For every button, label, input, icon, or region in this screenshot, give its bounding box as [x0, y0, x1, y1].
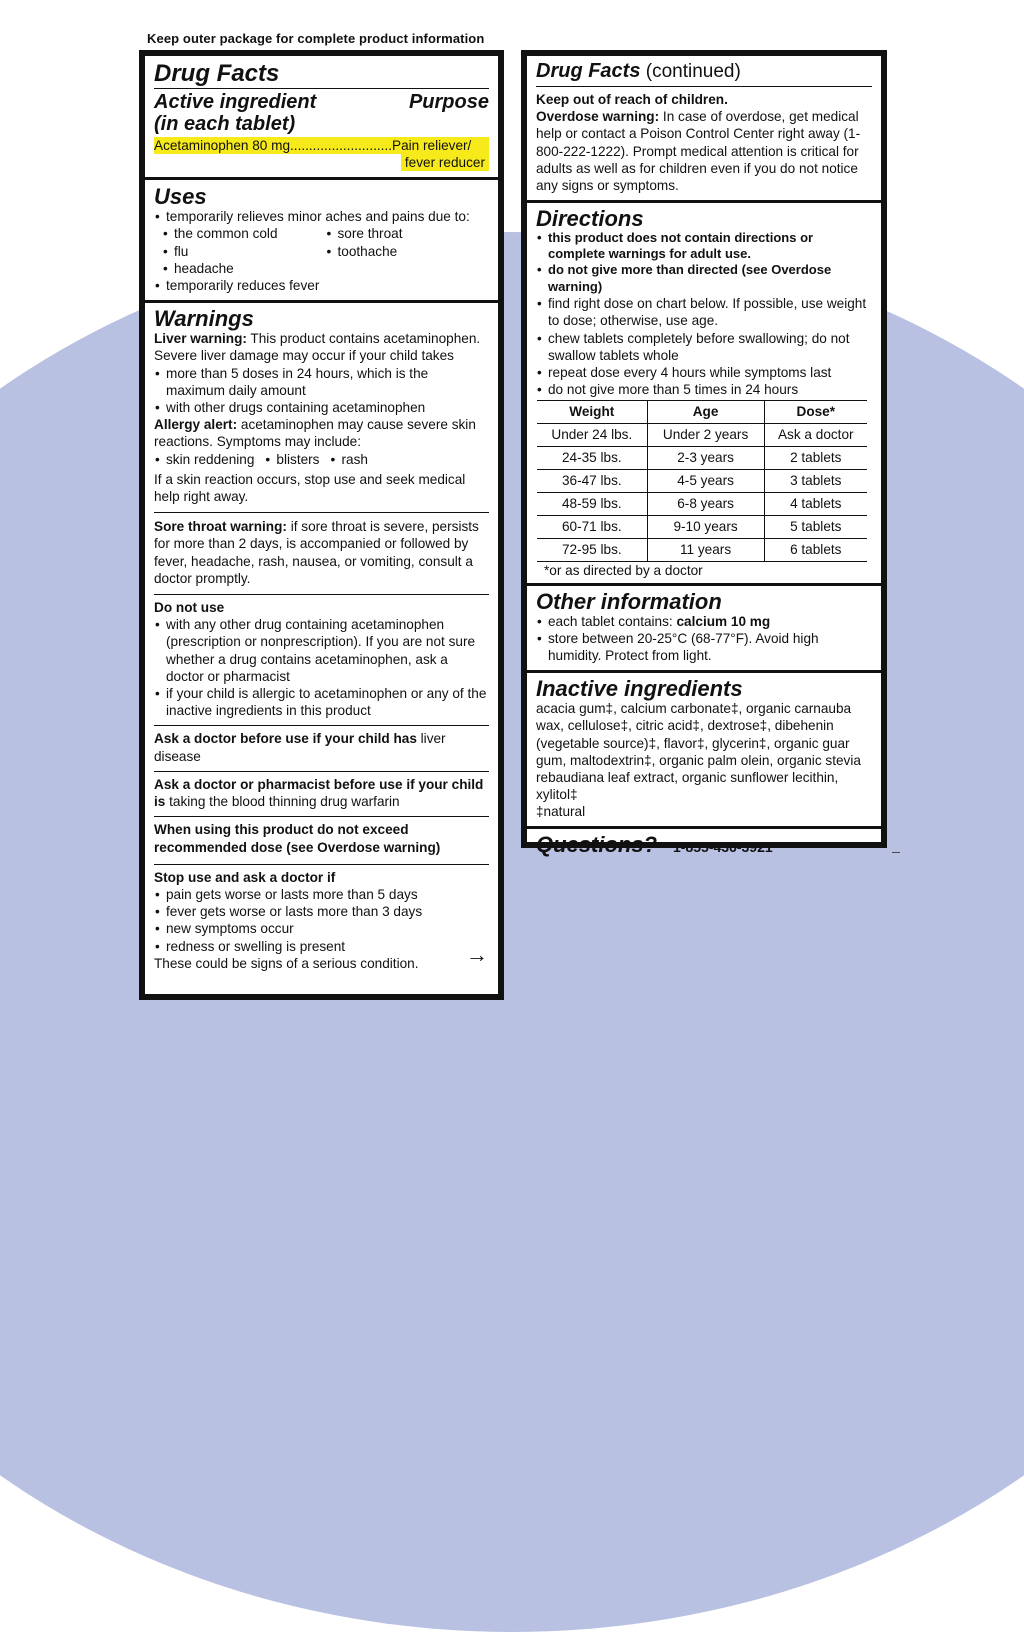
questions-phone: 1-855-436-3921	[673, 838, 773, 855]
table-cell: 36-47 lbs.	[537, 470, 647, 493]
active-ingredient-section	[145, 56, 498, 180]
do-not-use-item: • with any other drug containing acetaminophen (prescription or nonprescription). If you are not sure whether a drug contains acetaminophen, ask a doctor or pharmacist	[154, 616, 489, 685]
table-cell: 2 tablets	[764, 447, 867, 470]
keep-out-section	[527, 56, 881, 203]
table-header: Age	[647, 401, 764, 424]
liver-item: • with other drugs containing acetaminophen	[154, 399, 489, 416]
uses-sub-item: • headache	[162, 260, 326, 277]
uses-sub-item: • flu	[162, 243, 326, 260]
table-cell: 11 years	[647, 539, 764, 562]
drug-facts-title: Drug Facts	[154, 60, 489, 89]
when-using-text: When using this product do not exceed recommended dose (see Overdose warning)	[154, 816, 489, 855]
uses-heading: Uses	[154, 184, 207, 210]
stop-use-item: • new symptoms occur	[154, 920, 489, 937]
ask-doctor-text: liver disease	[154, 731, 446, 764]
directions-item: • chew tablets completely before swallowing; do not swallow tablets whole	[536, 330, 872, 364]
do-not-use-heading: Do not use	[154, 600, 225, 616]
allergy-item: • rash	[329, 451, 367, 468]
uses-sub-item: • sore throat	[326, 225, 490, 242]
table-row	[537, 470, 867, 493]
table-cell: Under 2 years	[647, 424, 764, 447]
uses-section	[145, 180, 498, 303]
table-cell: Ask a doctor	[764, 424, 867, 447]
liver-warning-text: This product contains acetaminophen. Severe liver damage may occur if your child takes	[154, 331, 481, 364]
overdose-text: In case of overdose, get medical help or contact a Poison Control Center right away (1-800-222-1222). Prompt medical attention is critical for adults as well as for children even if you do not notice any signs or symptoms.	[536, 109, 861, 194]
other-item-text: each tablet contains:	[548, 613, 677, 629]
drug-facts-panel-right	[521, 50, 887, 857]
inactive-ingredients-section	[527, 673, 881, 828]
table-row	[537, 493, 867, 516]
allergy-alert-label: Allergy alert:	[154, 417, 238, 433]
sore-throat-label: Sore throat warning:	[154, 519, 287, 535]
directions-heading: Directions	[536, 206, 644, 232]
stop-use-heading: Stop use and ask a doctor if	[154, 869, 336, 885]
do-not-use-item: • if your child is allergic to acetaminophen or any of the inactive ingredients in this product	[154, 685, 489, 719]
drug-facts-title-continued: Drug Facts	[536, 60, 641, 82]
overdose-label: Overdose warning:	[536, 109, 660, 125]
table-header: Dose*	[764, 401, 867, 424]
liver-warning-label: Liver warning:	[154, 331, 247, 347]
stop-use-item: • redness or swelling is present	[154, 938, 489, 955]
uses-sub-item: • toothache	[326, 243, 490, 260]
table-header: Weight	[537, 401, 647, 424]
table-cell: 4-5 years	[647, 470, 764, 493]
continued-label: (continued)	[640, 61, 741, 82]
table-cell: 6 tablets	[764, 539, 867, 562]
directions-item: • repeat dose every 4 hours while symptoms last	[536, 364, 872, 381]
table-cell: 5 tablets	[764, 516, 867, 539]
warnings-section	[145, 303, 498, 976]
package-note: Keep outer package for complete product information	[147, 31, 485, 46]
table-row	[537, 424, 867, 447]
arrow-right-icon: →	[466, 942, 488, 968]
active-ingredient-line: Acetaminophen 80 mg...........................Pain reliever/	[154, 137, 489, 154]
table-cell: 72-95 lbs.	[537, 539, 647, 562]
ask-pharmacist-text: taking the blood thinning drug warfarin	[165, 794, 400, 810]
table-cell: 3 tablets	[764, 470, 867, 493]
drug-facts-panel-left	[139, 50, 504, 1000]
other-information-section	[527, 586, 881, 674]
liver-item: • more than 5 doses in 24 hours, which is the maximum daily amount	[154, 365, 489, 399]
table-cell: 9-10 years	[647, 516, 764, 539]
directions-item: • do not give more than 5 times in 24 hours	[536, 381, 872, 398]
purpose-line: fever reducer	[401, 154, 489, 171]
inactive-ingredients-heading: Inactive ingredients	[536, 676, 743, 702]
directions-section	[527, 203, 881, 585]
other-item: • store between 20-25°C (68-77°F). Avoid high humidity. Protect from light.	[536, 630, 872, 664]
calcium-value: calcium 10 mg	[676, 613, 771, 629]
table-cell: 24-35 lbs.	[537, 447, 647, 470]
allergy-item: • skin reddening	[154, 451, 254, 468]
sore-throat-text: if sore throat is severe, persists for more than 2 days, is accompanied or followed by fever, headache, rash, nausea, or vomiting, consult a doctor promptly.	[154, 519, 479, 586]
purpose-heading: Purpose	[408, 91, 489, 113]
directions-item: • find right dose on chart below. If possible, use weight to dose; otherwise, use age.	[536, 295, 872, 329]
inactive-ingredients-text: acacia gum‡, calcium carbonate‡, organic carnauba wax, cellulose‡, citric acid‡, dextrose‡, dibehenin (vegetable source)‡, flavor‡, glycerin‡, organic guar gum, maltodextrin‡, organic palm olein, organic stevia rebaudiana leaf extract, organic sunflower lecithin, xylitol‡	[536, 701, 861, 803]
table-footnote: *or as directed by a doctor	[544, 563, 703, 579]
allergy-alert-text: acetaminophen may cause severe skin reactions. Symptoms may include:	[154, 417, 476, 450]
natural-note: ‡natural	[536, 804, 586, 820]
allergy-item: • blisters	[264, 451, 319, 468]
ask-doctor-label: Ask a doctor before use if your child has	[154, 731, 417, 747]
directions-bold-item: • this product does not contain directions or complete warnings for adult use.	[536, 230, 872, 261]
warnings-heading: Warnings	[154, 306, 254, 332]
table-cell: 2-3 years	[647, 447, 764, 470]
table-cell: 6-8 years	[647, 493, 764, 516]
questions-section	[527, 829, 881, 860]
active-ingredient-heading: Active ingredient (in each tablet)	[154, 91, 317, 135]
table-cell: 48-59 lbs.	[537, 493, 647, 516]
table-row	[537, 516, 867, 539]
table-cell: Under 24 lbs.	[537, 424, 647, 447]
uses-item: • temporarily reduces fever	[154, 277, 489, 294]
stop-use-item: • pain gets worse or lasts more than 5 days	[154, 886, 489, 903]
table-row	[537, 447, 867, 470]
dosage-table	[537, 400, 867, 562]
divider	[892, 852, 900, 853]
table-cell: 4 tablets	[764, 493, 867, 516]
keep-out-text: Keep out of reach of children.	[536, 92, 728, 107]
table-row	[537, 539, 867, 562]
stop-use-item: • fever gets worse or lasts more than 3 days	[154, 903, 489, 920]
questions-label: Questions?	[536, 831, 658, 857]
uses-item: • temporarily relieves minor aches and pains due to:	[154, 208, 489, 225]
stop-use-after-text: These could be signs of a serious condition.	[154, 955, 419, 971]
directions-bold-item: • do not give more than directed (see Overdose warning)	[536, 261, 872, 295]
ask-pharmacist-label: Ask a doctor or pharmacist before use if your child is	[154, 776, 484, 810]
uses-sub-item: • the common cold	[162, 225, 326, 242]
allergy-after-text: If a skin reaction occurs, stop use and seek medical help right away.	[154, 471, 466, 505]
table-cell: 60-71 lbs.	[537, 516, 647, 539]
other-information-heading: Other information	[536, 588, 722, 614]
